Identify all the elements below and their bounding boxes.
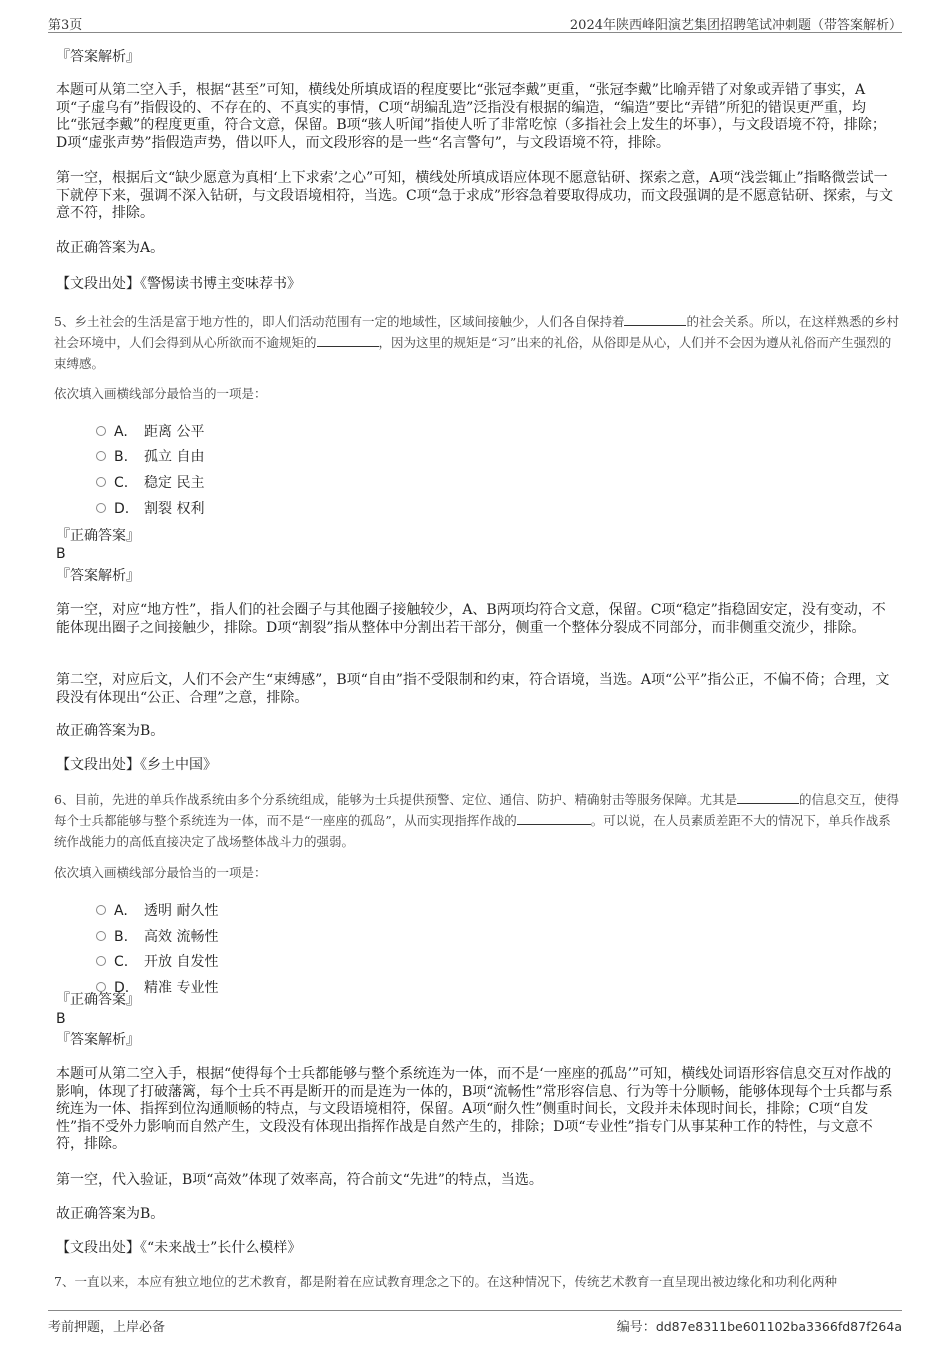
q5-analysis-para2: 第二空，对应后文，人们不会产生“束缚感”，B项“自由”指不受限制和约束，符合语境，当选。A项“公平”指公正，不偏不倚；合理，文段没有体现出“公正、合理”之意，排除。 <box>56 672 890 706</box>
q6-blank-1 <box>737 793 799 804</box>
q4-analysis-label: 『答案解析』 <box>56 49 140 65</box>
document-code <box>617 1316 902 1335</box>
q5-analysis-label: 『答案解析』 <box>56 568 140 584</box>
option-letter: D. <box>114 980 130 996</box>
q6-source: 【文段出处】《“未来战士”长什么模样》 <box>56 1240 302 1256</box>
q5-option-b[interactable] <box>96 448 204 466</box>
option-letter: C. <box>114 475 129 491</box>
footer-slogan: 考前押题，上岸必备 <box>48 1320 166 1335</box>
q5-option-c[interactable] <box>96 474 204 492</box>
q6-blank-2 <box>517 814 591 825</box>
option-text: 稳定 民主 <box>144 475 205 491</box>
q5-text-part3: ，因为这里的规矩是“习”出来的礼俗，从俗即是从心，人们并不会因为遵从礼俗而产生强烈的束缚感。 <box>54 335 892 371</box>
q5-question <box>54 311 900 374</box>
q6-analysis-label: 『答案解析』 <box>56 1032 140 1048</box>
option-letter: B. <box>114 449 129 465</box>
q5-answer-label: 『正确答案』 <box>56 528 140 544</box>
option-letter: A. <box>114 903 128 919</box>
q6-option-a[interactable] <box>96 902 218 920</box>
radio-icon[interactable] <box>96 905 106 915</box>
radio-icon[interactable] <box>96 426 106 436</box>
q5-option-a[interactable] <box>96 423 204 441</box>
radio-icon[interactable] <box>96 451 106 461</box>
option-text: 开放 自发性 <box>144 954 219 970</box>
q7-question: 7、一直以来，本应有独立地位的艺术教育，都是附着在应试教育理念之下的。在这种情况下，传统艺术教育一直呈现出被边缘化和功利化两种 <box>54 1274 837 1289</box>
q4-conclusion: 故正确答案为A。 <box>56 240 165 256</box>
q6-question <box>54 789 900 852</box>
q6-instruction: 依次填入画横线部分最恰当的一项是： <box>54 865 267 880</box>
option-letter: C. <box>114 954 129 970</box>
q6-text-part2: 的信息交互，使得每个士兵都能够与整个系统连为一体，而不是“一座座的孤岛”，从而实现指挥作战的 <box>54 792 899 828</box>
q6-analysis-para2: 第一空，代入验证，B项“高效”体现了效率高，符合前文“先进”的特点，当选。 <box>56 1172 543 1188</box>
q5-instruction: 依次填入画横线部分最恰当的一项是： <box>54 386 267 401</box>
radio-icon[interactable] <box>96 956 106 966</box>
q4-source: 【文段出处】《警惕读书博主变味荐书》 <box>56 276 301 292</box>
q6-analysis-para1: 本题可从第二空入手，根据“使得每个士兵都能够与整个系统连为一体，而不是‘一座座的孤岛’”可知，横线处词语形容信息交互对作战的影响，体现了打破藩篱，每个士兵不再是断开的而是连为一体的，B项“流畅性”常形容信息、行为等十分顺畅，能够体现每个士兵都与系统连为一体、指挥到位沟通顺畅的特点，与文段语境相符，保留。A项“耐久性”侧重时间长，文段并未体现时间长，排除；C项“自发性”指不受外力影响而自然产生，文段没有体现出指挥作战是自然产生的，排除；D项“专业性”指专门从事某种工作的特性，与文意不符，排除。 <box>56 1066 893 1152</box>
option-text: 割裂 权利 <box>144 501 205 517</box>
q5-conclusion: 故正确答案为B。 <box>56 723 165 739</box>
q5-blank-2 <box>317 336 379 347</box>
q5-text-part1: 5、乡土社会的生活是富于地方性的，即人们活动范围有一定的地域性，区域间接触少，人们各自保持着 <box>54 314 625 329</box>
option-letter: A. <box>114 424 128 440</box>
q4-analysis-para1: 本题可从第二空入手，根据“甚至”可知，横线处所填成语的程度要比“张冠李戴”更重，“张冠李戴”比喻弄错了对象或弄错了事实，A项“子虚乌有”指假设的、不存在的、不真实的事情，C项“胡编乱造”泛指没有根据的编造，“编造”要比“弄错”所犯的错误更严重，均比“张冠李戴”的程度更重，符合文意，保留。B项“骇人听闻”指使人听了非常吃惊（多指社会上发生的坏事），与文段语境不符，排除；D项“虚张声势”指假造声势，借以吓人，而文段形容的是一些“名言警句”，与文段语境不符，排除。 <box>56 82 886 151</box>
q5-analysis-para1: 第一空，对应“地方性”，指人们的社会圈子与其他圈子接触较少，A、B两项均符合文意，保留。C项“稳定”指稳固安定，没有变动，不能体现出圈子之间接触少，排除。D项“割裂”指从整体中分割出若干部分，侧重一个整体分裂成不同部分，而非侧重交流少，排除。 <box>56 602 886 636</box>
option-text: 精准 专业性 <box>144 980 219 996</box>
q6-text-part3: 。可以说，在人员素质差距不大的情况下，单兵作战系统作战能力的高低直接决定了战场整体战斗力的强弱。 <box>54 813 891 849</box>
q5-option-d[interactable] <box>96 500 204 518</box>
code-value: dd87e8311be601102ba3366fd87f264a <box>655 1319 902 1334</box>
q5-blank-1 <box>624 315 686 326</box>
radio-icon[interactable] <box>96 931 106 941</box>
page-number: 第3页 <box>48 18 83 33</box>
option-text: 高效 流畅性 <box>144 929 219 945</box>
option-text: 孤立 自由 <box>144 449 205 465</box>
q6-option-b[interactable] <box>96 928 218 946</box>
option-letter: B. <box>114 929 129 945</box>
page-header <box>48 10 902 33</box>
code-label: 编号： <box>616 1320 656 1335</box>
q4-analysis-para2: 第一空，根据后文“缺少愿意为真相‘上下求索’之心”可知，横线处所填成语应体现不愿意钻研、探索之意，A项“浅尝辄止”指略微尝试一下就停下来，强调不深入钻研，与文段语境相符，当选。C项“急于求成”形容急着要取得成功，而文段强调的是不愿意钻研、探索，与文意不符，排除。 <box>56 170 894 221</box>
q6-answer: B <box>56 1011 66 1027</box>
option-text: 距离 公平 <box>144 424 205 440</box>
q6-option-c[interactable] <box>96 953 218 971</box>
radio-icon[interactable] <box>96 477 106 487</box>
q5-text-part2: 的社会关系。所以，在这样熟悉的乡村社会环境中，人们会得到从心所欲而不逾规矩的 <box>54 314 899 350</box>
q5-source: 【文段出处】《乡土中国》 <box>56 757 217 773</box>
option-letter: D. <box>114 501 130 517</box>
document-title: 2024年陕西峰阳演艺集团招聘笔试冲刺题（带答案解析） <box>569 18 902 33</box>
radio-icon[interactable] <box>96 503 106 513</box>
option-text: 透明 耐久性 <box>144 903 219 919</box>
q6-text-part1: 6、目前，先进的单兵作战系统由多个分系统组成，能够为士兵提供预警、定位、通信、防护、精确射击等服务保障。尤其是 <box>54 792 737 807</box>
q5-answer: B <box>56 546 66 562</box>
q6-conclusion: 故正确答案为B。 <box>56 1206 165 1222</box>
q6-answer-label: 『正确答案』 <box>56 992 140 1008</box>
page-footer <box>48 1310 902 1335</box>
